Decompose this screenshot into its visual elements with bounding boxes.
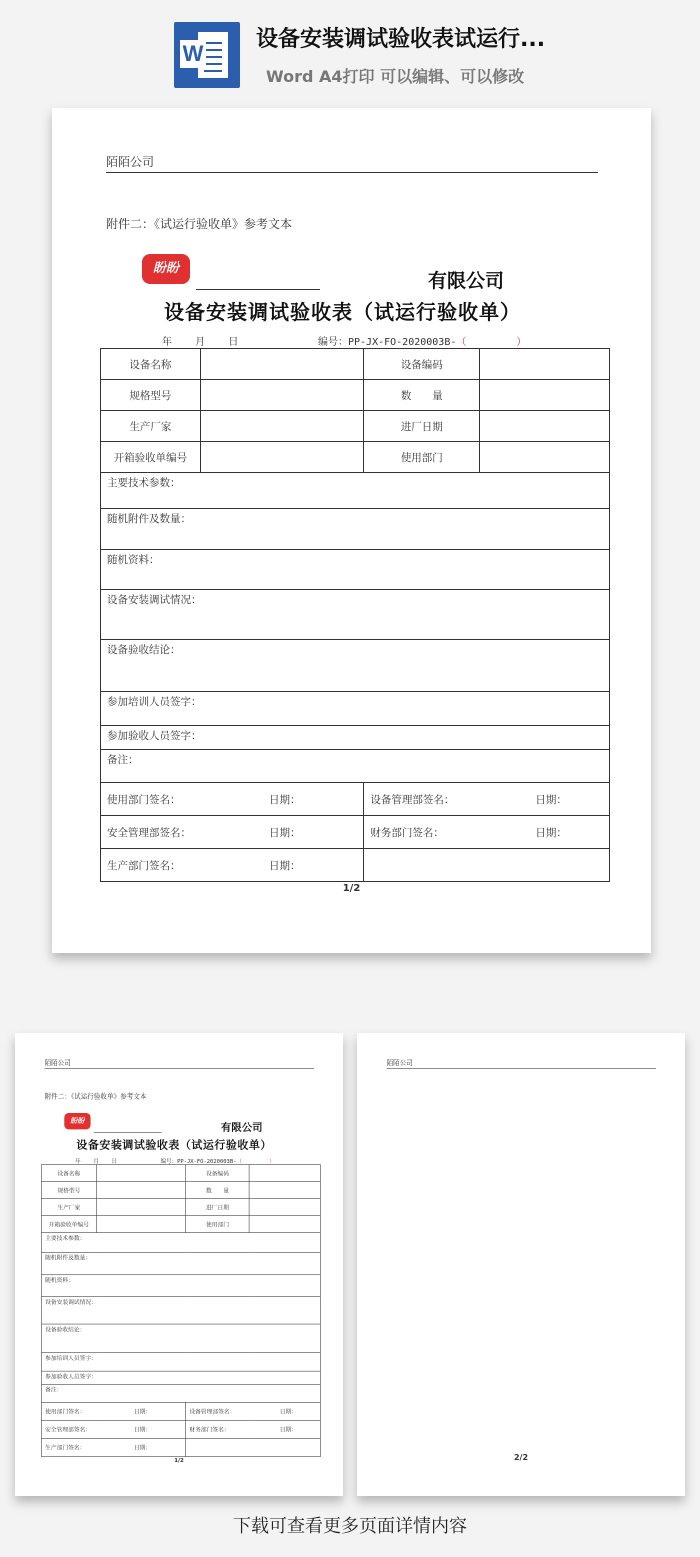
signature-cell[interactable] (42, 1420, 186, 1438)
text-field[interactable]: 主要技术参数： (42, 1233, 321, 1253)
date-label: 日期： (133, 1444, 152, 1452)
page-thumbnail-1[interactable] (15, 1033, 343, 1496)
field-label: 进厂日期 (186, 1199, 249, 1216)
field-value[interactable] (200, 380, 364, 411)
field-label: 开箱验收单编号 (42, 1216, 97, 1233)
footer-note: 下载可查看更多页面详情内容 (233, 1516, 467, 1537)
table-row (101, 726, 610, 750)
table-row (42, 1297, 321, 1324)
date-label: 年 月 日 (162, 337, 239, 348)
attachment-label: 附件二：《试运行验收单》参考文本 (44, 1092, 147, 1101)
signature-label: 财务部门签名： (189, 1426, 230, 1434)
form-number: 编号：PP-JX-FO-2020003B-（ ） (318, 337, 527, 348)
table-row (101, 509, 610, 550)
text-field[interactable]: 参加培训人员签字： (101, 692, 610, 726)
acceptance-table (100, 348, 610, 882)
field-label: 使用部门 (186, 1216, 249, 1233)
text-field[interactable]: 参加培训人员签字： (42, 1353, 321, 1372)
date-label: 日期： (279, 1426, 297, 1434)
signature-cell[interactable] (364, 849, 610, 882)
company-name-blank (196, 289, 320, 290)
text-field[interactable]: 随机资料： (101, 550, 610, 590)
table-row (101, 349, 610, 380)
table-row (101, 380, 610, 411)
table-row (42, 1402, 321, 1420)
signature-label: 安全管理部签名： (107, 826, 191, 839)
form-title: 设备安装调试验收表（试运行验收单） (164, 300, 521, 324)
date-label: 日期： (133, 1426, 152, 1434)
signature-cell[interactable] (364, 783, 610, 816)
field-label: 规格型号 (101, 380, 201, 411)
signature-cell[interactable] (101, 849, 364, 882)
company-name-blank (94, 1132, 162, 1133)
document-subtitle: Word A4打印 可以编辑、可以修改 (266, 67, 525, 86)
table-row (101, 473, 610, 509)
signature-cell[interactable] (101, 816, 364, 849)
field-label: 规格型号 (42, 1182, 97, 1199)
table-row (42, 1216, 321, 1233)
text-field[interactable]: 主要技术参数： (101, 473, 610, 509)
signature-cell[interactable] (42, 1438, 186, 1456)
table-row (101, 590, 610, 640)
field-value[interactable] (249, 1182, 320, 1199)
field-label: 进厂日期 (364, 411, 480, 442)
table-row (42, 1438, 321, 1456)
field-label: 设备名称 (42, 1165, 97, 1182)
table-row (42, 1275, 321, 1297)
signature-cell[interactable] (186, 1438, 320, 1456)
signature-label: 生产部门签名： (45, 1444, 86, 1452)
text-field[interactable]: 随机附件及数量： (42, 1252, 321, 1274)
signature-cell[interactable] (101, 783, 364, 816)
table-row (101, 550, 610, 590)
text-field[interactable]: 设备安装调试情况： (101, 590, 610, 640)
text-field[interactable]: 备注： (42, 1384, 321, 1402)
table-row (101, 411, 610, 442)
ltd-label: 有限公司 (220, 1121, 263, 1134)
word-icon: W (174, 22, 240, 88)
table-row (42, 1324, 321, 1352)
table-row (101, 442, 610, 473)
field-value[interactable] (200, 442, 364, 473)
table-row (42, 1233, 321, 1253)
table-row (42, 1165, 321, 1182)
signature-label: 安全管理部签名： (45, 1426, 92, 1434)
field-label: 设备编码 (186, 1165, 249, 1182)
date-label: 日期： (535, 826, 567, 839)
page-preview-large (52, 108, 651, 953)
date-label: 日期： (269, 793, 301, 806)
text-field[interactable]: 随机资料： (42, 1275, 321, 1297)
company-logo: 盼盼 (64, 1113, 90, 1129)
date-label: 日期： (269, 859, 301, 872)
company-header: 陌陌公司 (45, 1058, 314, 1069)
signature-cell[interactable] (186, 1420, 320, 1438)
text-field[interactable]: 设备验收结论： (101, 640, 610, 692)
signature-label: 生产部门签名： (107, 859, 181, 872)
table-row (42, 1371, 321, 1384)
page-number: 1/2 (174, 1457, 184, 1464)
field-value[interactable] (480, 411, 610, 442)
signature-label: 使用部门签名： (45, 1408, 86, 1415)
attachment-label: 附件二：《试运行验收单》参考文本 (106, 217, 293, 231)
field-label: 数 量 (186, 1182, 249, 1199)
table-row (42, 1420, 321, 1438)
field-value[interactable] (96, 1165, 186, 1182)
signature-cell[interactable] (364, 816, 610, 849)
text-field[interactable]: 随机附件及数量： (101, 509, 610, 550)
date-label: 日期： (535, 793, 567, 806)
page-number: 2/2 (513, 1453, 529, 1462)
field-value[interactable] (480, 349, 610, 380)
field-value[interactable] (96, 1199, 186, 1216)
field-label: 设备名称 (101, 349, 201, 380)
field-value[interactable] (96, 1216, 186, 1233)
field-label: 开箱验收单编号 (101, 442, 201, 473)
table-row (101, 849, 610, 882)
company-logo: 盼盼 (142, 254, 190, 284)
field-value[interactable] (249, 1165, 320, 1182)
field-label: 使用部门 (364, 442, 480, 473)
field-value[interactable] (96, 1182, 186, 1199)
table-row (42, 1199, 321, 1216)
field-label: 设备编码 (364, 349, 480, 380)
date-label: 年 月 日 (75, 1158, 118, 1165)
field-label: 生产厂家 (101, 411, 201, 442)
text-field[interactable]: 设备安装调试情况： (42, 1297, 321, 1324)
text-field[interactable]: 备注： (101, 750, 610, 783)
table-row (101, 692, 610, 726)
table-row (42, 1353, 321, 1372)
signature-cell[interactable] (186, 1402, 320, 1420)
ltd-label: 有限公司 (428, 270, 505, 292)
signature-cell[interactable] (42, 1402, 186, 1420)
signature-label: 设备管理部签名： (189, 1408, 236, 1415)
company-header: 陌陌公司 (387, 1058, 656, 1069)
text-field[interactable]: 参加验收人员签字： (101, 726, 610, 750)
acceptance-table (41, 1164, 320, 1456)
document-title: 设备安装调试验收表试运行... (256, 27, 546, 52)
field-label: 生产厂家 (42, 1199, 97, 1216)
date-label: 日期： (279, 1408, 297, 1415)
page-thumbnail-2[interactable] (357, 1033, 685, 1496)
form-number: 编号：PP-JX-FO-2020003B-（ ） (160, 1158, 275, 1165)
table-row (101, 783, 610, 816)
field-label: 数 量 (364, 380, 480, 411)
field-value[interactable] (249, 1199, 320, 1216)
signature-label: 设备管理部签名： (370, 793, 455, 806)
form-title: 设备安装调试验收表（试运行验收单） (76, 1138, 272, 1152)
table-row (42, 1182, 321, 1199)
table-row (101, 816, 610, 849)
field-value[interactable] (200, 349, 364, 380)
text-field[interactable]: 设备验收结论： (42, 1324, 321, 1352)
company-header: 陌陌公司 (106, 153, 598, 173)
table-row (101, 640, 610, 692)
date-label: 日期： (269, 826, 301, 839)
field-value[interactable] (480, 442, 610, 473)
field-value[interactable] (480, 380, 610, 411)
field-value[interactable] (200, 411, 364, 442)
field-value[interactable] (249, 1216, 320, 1233)
signature-label: 使用部门签名： (107, 793, 181, 806)
date-label: 日期： (133, 1408, 152, 1415)
text-field[interactable]: 参加验收人员签字： (42, 1371, 321, 1384)
table-row (42, 1252, 321, 1274)
table-row (42, 1384, 321, 1402)
page-number: 1/2 (342, 883, 361, 894)
table-row (101, 750, 610, 783)
signature-label: 财务部门签名： (370, 826, 444, 839)
